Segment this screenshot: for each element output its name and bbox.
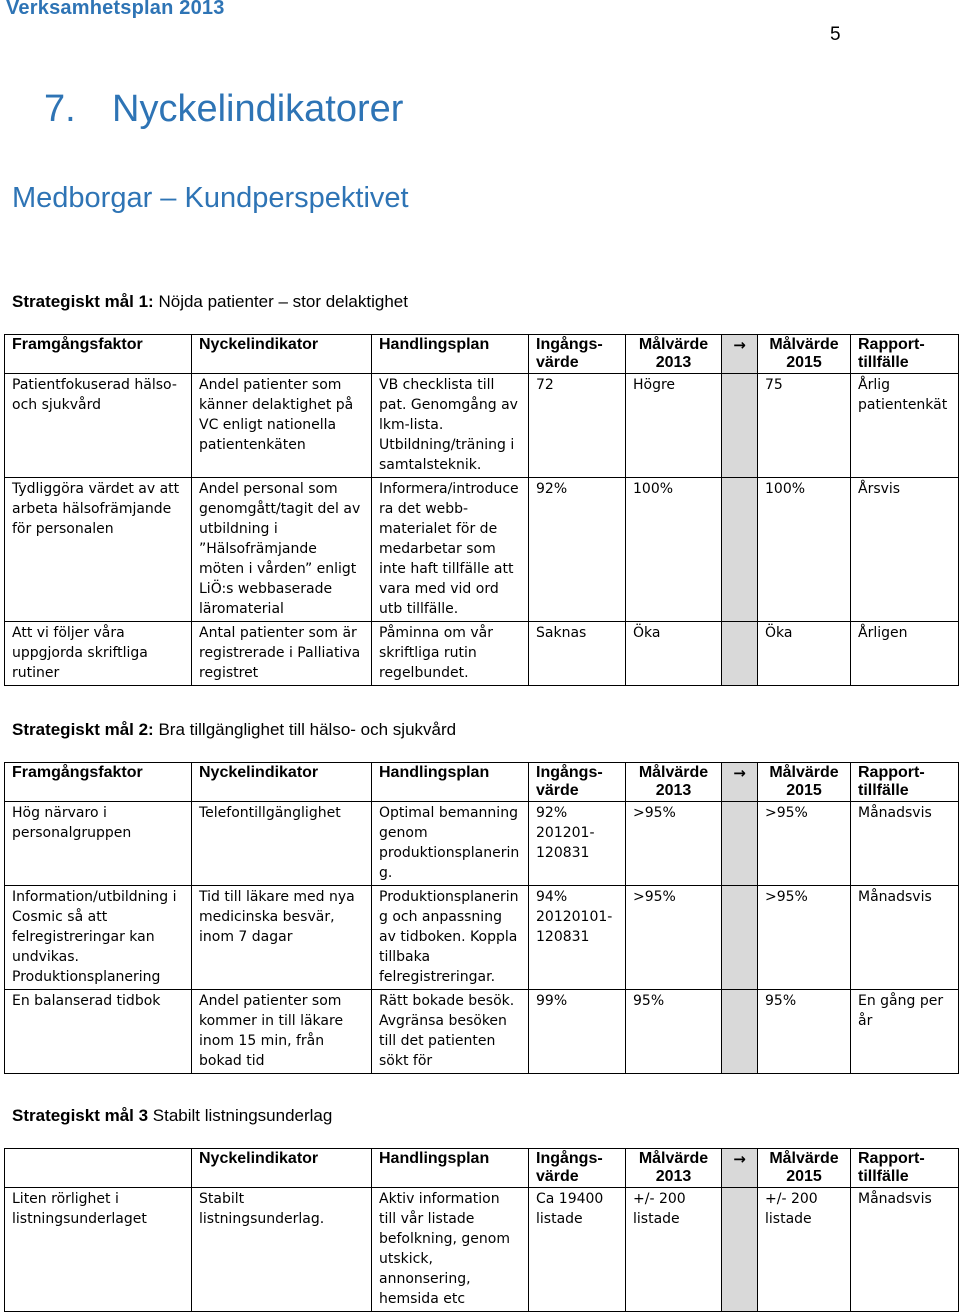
cell-handlingsplan: Aktiv information till vår listade befolkning, genom utskick, annonsering, hemsida etc	[372, 1188, 529, 1312]
table-row	[5, 886, 959, 990]
col-header-nyckelindikator: Nyckelindikator	[192, 763, 372, 802]
col-header-nyckelindikator: Nyckelindikator	[192, 1149, 372, 1188]
cell-rapporttillfalle: Årligen	[851, 622, 959, 686]
cell-handlingsplan: Optimal bemanning genom produktionsplanering.	[372, 802, 529, 886]
cell-handlingsplan: Produktionsplanering och anpassning av tidboken. Koppla tillbaka felregistreringar.	[372, 886, 529, 990]
cell-handlingsplan: Påminna om vår skriftliga rutin regelbundet.	[372, 622, 529, 686]
cell-framgangsfaktor: Information/utbildning i Cosmic så att felregistreringar kan undvikas. Produktionsplanering	[5, 886, 192, 990]
cell-malvarde-2013: Högre	[626, 374, 722, 478]
cell-nyckelindikator: Antal patienter som är registrerade i Palliativa registret	[192, 622, 372, 686]
goal-2-table	[4, 762, 959, 1074]
table-row	[5, 990, 959, 1074]
cell-arrow-spacer	[722, 886, 758, 990]
cell-malvarde-2013: >95%	[626, 802, 722, 886]
cell-framgangsfaktor: En balanserad tidbok	[5, 990, 192, 1074]
cell-malvarde-2015: 75	[758, 374, 851, 478]
table-header-row	[5, 763, 959, 802]
cell-ingangsvarde: 92%	[529, 478, 626, 622]
subsection-heading: Medborgar – Kundperspektivet	[12, 182, 409, 214]
goal-1-table	[4, 334, 959, 686]
goal-2-label: Strategiskt mål 2:	[12, 720, 154, 739]
col-header-ingangsvarde: Ingångs-värde	[529, 763, 626, 802]
table-header-row	[5, 1149, 959, 1188]
cell-framgangsfaktor: Tydliggöra värdet av att arbeta hälsofrämjande för personalen	[5, 478, 192, 622]
cell-rapporttillfalle: Månadsvis	[851, 886, 959, 990]
cell-arrow-spacer	[722, 802, 758, 886]
cell-ingangsvarde: 99%	[529, 990, 626, 1074]
cell-malvarde-2013: >95%	[626, 886, 722, 990]
cell-malvarde-2015: >95%	[758, 802, 851, 886]
cell-nyckelindikator: Andel personal som genomgått/tagit del av utbildning i ”Hälsofrämjande möten i vården” enligt LiÖ:s webbaserade läromaterial	[192, 478, 372, 622]
col-header-malvarde-2013: Målvärde 2013	[626, 763, 722, 802]
col-header-malvarde-2015: Målvärde 2015	[758, 763, 851, 802]
arrow-icon: →	[722, 335, 758, 374]
cell-arrow-spacer	[722, 478, 758, 622]
cell-ingangsvarde: 92% 201201-120831	[529, 802, 626, 886]
col-header-ingangsvarde: Ingångs-värde	[529, 335, 626, 374]
col-header-rapporttillfalle: Rapport-tillfälle	[851, 1149, 959, 1188]
goal-1-text: Nöjda patienter – stor delaktighet	[153, 292, 408, 311]
table-row	[5, 1188, 959, 1312]
document-header-title: Verksamhetsplan 2013	[6, 0, 225, 19]
cell-arrow-spacer	[722, 374, 758, 478]
cell-nyckelindikator: Andel patienter som kommer in till läkare inom 15 min, från bokad tid	[192, 990, 372, 1074]
cell-malvarde-2013: 95%	[626, 990, 722, 1074]
section-number: 7.	[44, 88, 76, 130]
goal-3-label: Strategiskt mål 3	[12, 1106, 149, 1125]
cell-rapporttillfalle: En gång per år	[851, 990, 959, 1074]
goal-1-label: Strategiskt mål 1:	[12, 292, 154, 311]
cell-malvarde-2015: >95%	[758, 886, 851, 990]
table-header-row	[5, 335, 959, 374]
col-header-empty	[5, 1149, 192, 1188]
goal-3-table	[4, 1148, 959, 1312]
cell-framgangsfaktor: Att vi följer våra uppgjorda skriftliga rutiner	[5, 622, 192, 686]
cell-nyckelindikator: Tid till läkare med nya medicinska besvär, inom 7 dagar	[192, 886, 372, 990]
cell-framgangsfaktor: Patientfokuserad hälso- och sjukvård	[5, 374, 192, 478]
cell-framgangsfaktor: Hög närvaro i personalgruppen	[5, 802, 192, 886]
cell-malvarde-2013: Öka	[626, 622, 722, 686]
cell-rapporttillfalle: Månadsvis	[851, 802, 959, 886]
table-row	[5, 478, 959, 622]
cell-malvarde-2015: 100%	[758, 478, 851, 622]
cell-malvarde-2015: 95%	[758, 990, 851, 1074]
arrow-icon: →	[722, 1149, 758, 1188]
col-header-handlingsplan: Handlingsplan	[372, 763, 529, 802]
col-header-rapporttillfalle: Rapport-tillfälle	[851, 335, 959, 374]
cell-malvarde-2015: Öka	[758, 622, 851, 686]
table-row	[5, 622, 959, 686]
cell-arrow-spacer	[722, 622, 758, 686]
section-title: Nyckelindikatorer	[112, 88, 404, 130]
goal-2-text: Bra tillgänglighet till hälso- och sjukvård	[153, 720, 457, 739]
col-header-malvarde-2013: Målvärde 2013	[626, 335, 722, 374]
col-header-nyckelindikator: Nyckelindikator	[192, 335, 372, 374]
cell-handlingsplan: Informera/introducera det webb-materialet för de medarbetar som inte haft tillfälle att vara med vid ord utb tillfälle.	[372, 478, 529, 622]
col-header-rapporttillfalle: Rapport-tillfälle	[851, 763, 959, 802]
goal-3-heading	[12, 1106, 332, 1126]
col-header-malvarde-2015: Målvärde 2015	[758, 1149, 851, 1188]
col-header-framgangsfaktor: Framgångsfaktor	[5, 335, 192, 374]
cell-nyckelindikator: Stabilt listningsunderlag.	[192, 1188, 372, 1312]
cell-ingangsvarde: Ca 19400 listade	[529, 1188, 626, 1312]
col-header-malvarde-2015: Målvärde 2015	[758, 335, 851, 374]
cell-handlingsplan: Rätt bokade besök. Avgränsa besöken till det patienten sökt för	[372, 990, 529, 1074]
table-row	[5, 374, 959, 478]
cell-nyckelindikator: Andel patienter som känner delaktighet på VC enligt nationella patientenkäten	[192, 374, 372, 478]
arrow-icon: →	[722, 763, 758, 802]
cell-handlingsplan: VB checklista till pat. Genomgång av lkm-lista. Utbildning/träning i samtalsteknik.	[372, 374, 529, 478]
cell-rapporttillfalle: Årsvis	[851, 478, 959, 622]
cell-malvarde-2015: +/- 200 listade	[758, 1188, 851, 1312]
goal-1-heading	[12, 292, 408, 312]
cell-ingangsvarde: 94% 20120101-120831	[529, 886, 626, 990]
goal-3-text: Stabilt listningsunderlag	[148, 1106, 333, 1125]
cell-malvarde-2013: +/- 200 listade	[626, 1188, 722, 1312]
col-header-framgangsfaktor: Framgångsfaktor	[5, 763, 192, 802]
cell-arrow-spacer	[722, 990, 758, 1074]
col-header-handlingsplan: Handlingsplan	[372, 1149, 529, 1188]
col-header-ingangsvarde: Ingångs-värde	[529, 1149, 626, 1188]
cell-ingangsvarde: 72	[529, 374, 626, 478]
col-header-handlingsplan: Handlingsplan	[372, 335, 529, 374]
cell-rapporttillfalle: Månadsvis	[851, 1188, 959, 1312]
cell-arrow-spacer	[722, 1188, 758, 1312]
page-number: 5	[830, 24, 841, 45]
goal-2-heading	[12, 720, 456, 740]
section-heading	[44, 88, 403, 131]
col-header-malvarde-2013: Målvärde 2013	[626, 1149, 722, 1188]
cell-framgangsfaktor: Liten rörlighet i listningsunderlaget	[5, 1188, 192, 1312]
cell-nyckelindikator: Telefontillgänglighet	[192, 802, 372, 886]
table-row	[5, 802, 959, 886]
cell-malvarde-2013: 100%	[626, 478, 722, 622]
cell-ingangsvarde: Saknas	[529, 622, 626, 686]
cell-rapporttillfalle: Årlig patientenkät	[851, 374, 959, 478]
